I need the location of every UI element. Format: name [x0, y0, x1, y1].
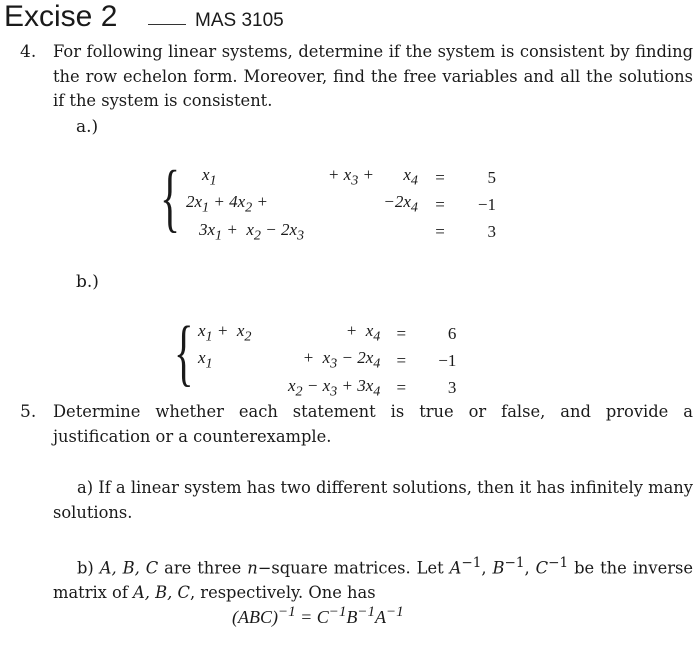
course-code: MAS 3105: [195, 10, 284, 31]
cell: $x_4$: [403, 165, 418, 189]
rhs-value: −1: [477, 195, 496, 215]
cell: + $x_4$: [345, 321, 381, 345]
equals: =: [435, 195, 445, 215]
system-b-row-1: [198, 320, 456, 347]
cell: + $x_3$ +: [327, 165, 374, 189]
cell: $2x_1 + 4x_2$ +: [186, 192, 268, 216]
equals: =: [396, 323, 407, 343]
part-b-label: b.): [76, 272, 99, 292]
system-b-row-3: [198, 375, 456, 402]
system-b-row-2: [198, 347, 456, 374]
rhs-value: 6: [447, 323, 457, 343]
problem-5-part-b: b) A, B, C are three n−square matrices. Let $A^{-1}$, $B^{-1}$, $C^{-1}$ be the inverse matrix of A, B, C, respectively. One has: [53, 555, 694, 602]
rhs-value: −1: [438, 351, 457, 371]
left-brace-b: {: [174, 312, 194, 394]
equals: =: [435, 222, 445, 242]
inverse-product-formula: $(ABC)^{-1} = C^{-1}B^{-1}A^{-1}$: [232, 604, 404, 627]
equals: =: [396, 378, 407, 398]
left-brace-a: {: [160, 156, 181, 240]
title-rule: [148, 24, 186, 25]
rhs-value: 3: [447, 378, 457, 398]
equals: =: [396, 351, 407, 371]
cell: $x_1 + x_2$: [198, 321, 252, 345]
problem-5-part-a: a) If a linear system has two different solutions, then it has infinitely many solutions.: [53, 478, 693, 522]
cell: $x_1$: [198, 348, 213, 372]
system-a-row-3: [186, 219, 496, 246]
cell: $x_2 - x_3 + 3x_4$: [288, 375, 381, 400]
system-a-row-1: [186, 164, 496, 191]
page-title: Excise 2: [4, 0, 118, 33]
rhs-value: 3: [487, 222, 496, 242]
problem-4-text: For following linear systems, determine if the system is consistent by finding the row echelon form. Moreover, find the free variables and all the solutions if the system is consistent.: [53, 42, 693, 110]
equals: =: [435, 167, 445, 187]
system-a-row-2: [186, 191, 496, 218]
cell: $-2x_4$: [383, 192, 418, 216]
cell: [198, 375, 288, 402]
cell: + $x_3 - 2x_4$: [302, 348, 381, 372]
problem-5-text: Determine whether each statement is true or false, and provide a justification or a counterexample.: [53, 402, 693, 446]
problem-4-number: 4.: [20, 42, 37, 62]
cell: $3x_1 + x_2 - 2x_3$: [199, 219, 305, 244]
cell: $x_1$: [202, 165, 217, 189]
rhs-value: 5: [487, 167, 496, 187]
system-a: [186, 164, 496, 246]
problem-5-number: 5.: [20, 402, 37, 422]
system-b: [198, 320, 456, 402]
part-a-label: a.): [76, 117, 99, 137]
